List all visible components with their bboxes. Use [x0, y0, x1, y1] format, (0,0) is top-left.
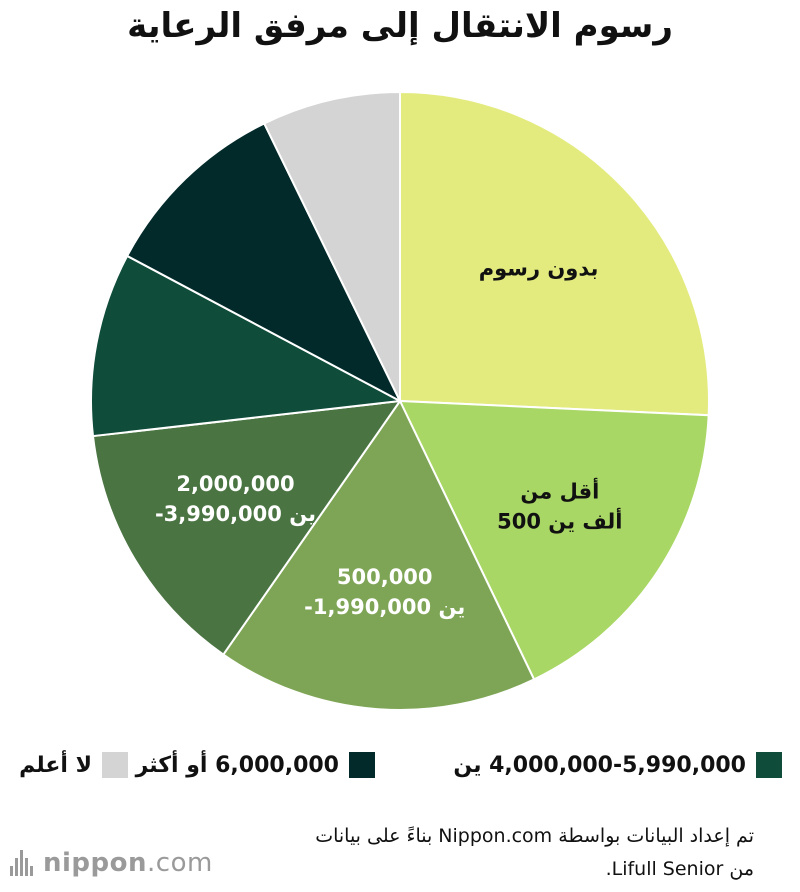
slice-label-line: أقل من	[520, 479, 600, 504]
legend-item-6m-plus	[136, 750, 375, 780]
legend-swatch-6m-plus	[349, 752, 375, 778]
legend-swatch-unknown	[102, 752, 128, 778]
logo-bars-icon	[10, 850, 35, 876]
logo-tld: .com	[147, 848, 213, 878]
nippon-logo	[10, 848, 213, 878]
pie-slice-no_fee	[400, 92, 709, 415]
legend-item-4m-5990k	[453, 750, 782, 780]
slice-label-line: 500,000	[336, 564, 433, 589]
slice-label-no_fee	[479, 257, 599, 281]
legend-label-unknown: لا أعلم	[19, 752, 92, 778]
legend-item-unknown	[19, 750, 128, 780]
slice-label-line: 500 ألف ين	[497, 509, 623, 534]
slice-label-line: 2,000,000	[176, 472, 295, 497]
logo-name: nippon	[43, 848, 148, 878]
slice-label-line: بدون رسوم	[478, 256, 599, 281]
legend-swatch-4m-5990k	[756, 752, 782, 778]
slice-label-line: -3,990,000 ين	[154, 502, 317, 527]
legend-label-6m-plus: 6,000,000 أو أكثر	[135, 752, 339, 778]
chart-title: رسوم الانتقال إلى مرفق الرعاية	[127, 6, 673, 46]
slice-label-line: -1,990,000 ين	[304, 594, 466, 619]
source-line-1: تم إعداد البيانات بواسطة Nippon.com بناءً على بيانات	[315, 825, 754, 847]
legend-label-4m-5990k: 4,000,000-5,990,000 ين	[453, 752, 746, 778]
source-note	[214, 820, 754, 886]
source-line-2: من Lifull Senior.	[605, 858, 754, 880]
